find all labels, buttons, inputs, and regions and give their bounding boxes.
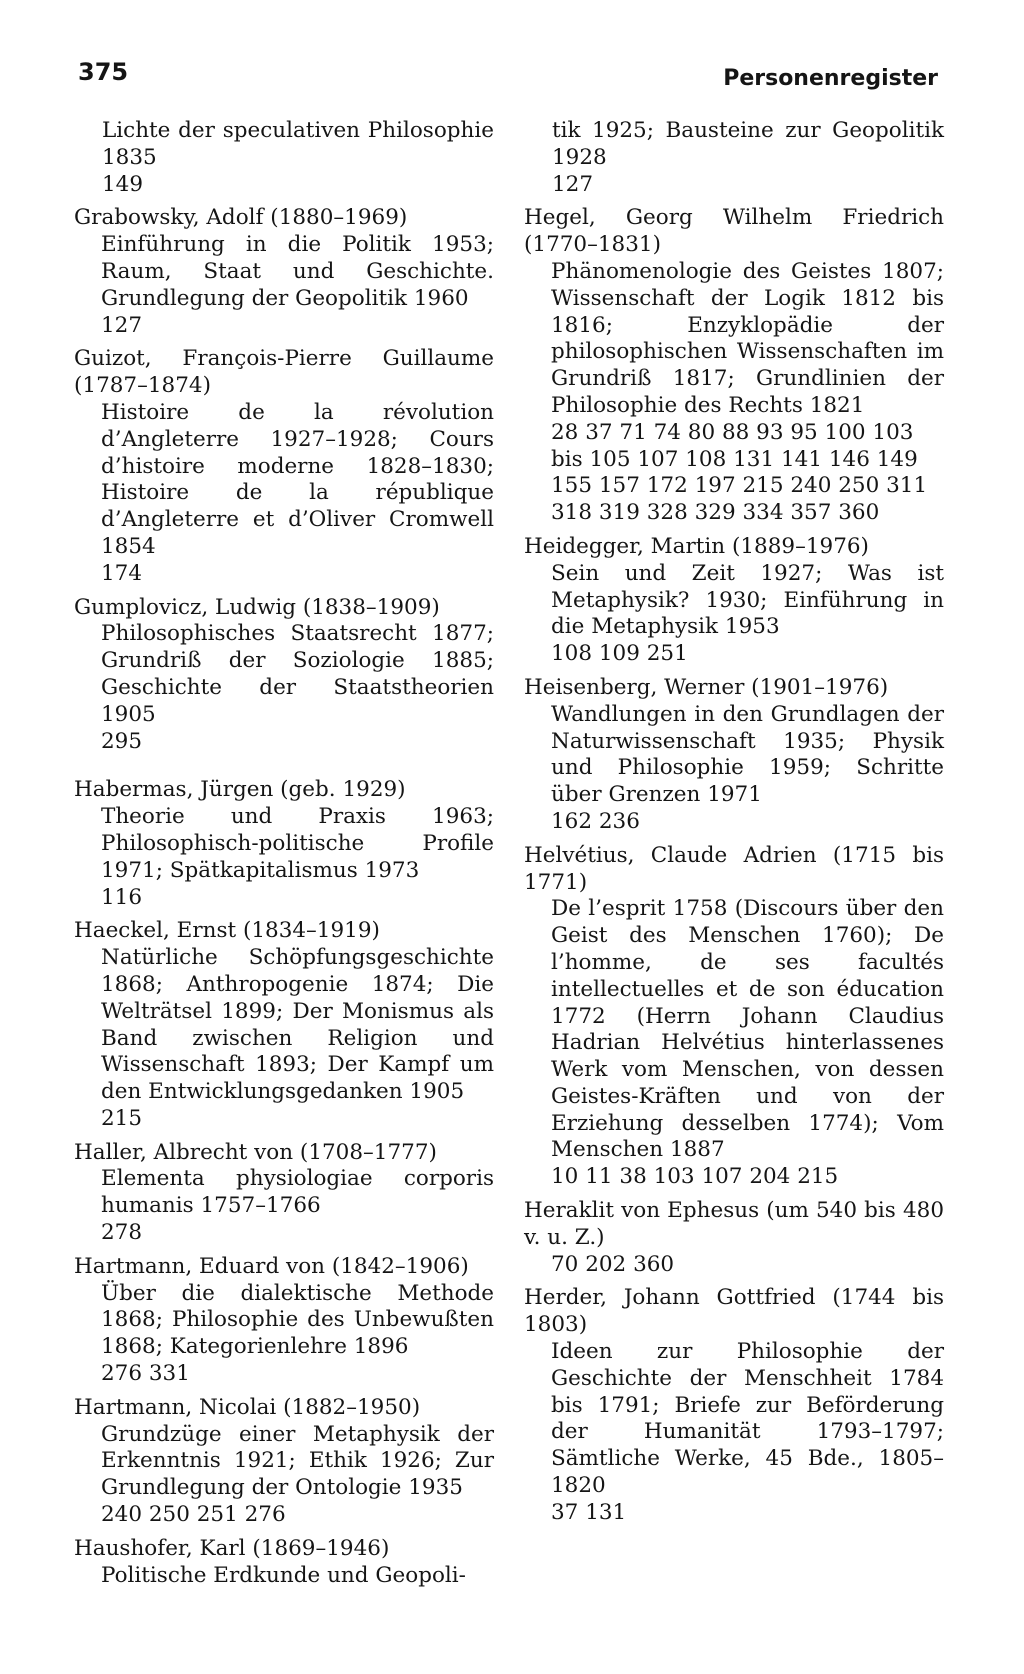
- entry-works: tik 1925; Bausteine zur Geopolitik 1928: [552, 118, 944, 170]
- entry-pages: 127: [101, 312, 143, 338]
- entry-name: Helvétius, Claude Adrien (1715 bis 1771): [524, 842, 944, 895]
- entry-name: Heisenberg, Werner (1901–1976): [524, 674, 889, 700]
- entry-name: Grabowsky, Adolf (1880–1969): [74, 205, 408, 231]
- entry-works: Über die dialektische Methode 1868; Philosophie des Unbewußten 1868; Kategorienlehre 1896: [101, 1280, 494, 1360]
- entry-name: Hegel, Georg Wilhelm Friedrich (1770–1831): [524, 205, 944, 258]
- index-entry: [524, 534, 944, 668]
- index-entry: [524, 675, 944, 836]
- index-entry: [74, 777, 494, 911]
- entry-name: Heraklit von Ephesus (um 540 bis 480 v. u. Z.): [524, 1198, 944, 1250]
- entry-pages: 174: [101, 560, 143, 586]
- page-number: 375: [78, 58, 129, 86]
- index-entry: [524, 1285, 944, 1526]
- running-header: Personenregister: [723, 66, 938, 91]
- entry-pages: 28 37 71 74 80 88 93 95 100 103 bis 105 107 108 131 141 146 149 155 157 172 197 215 240 250 311 318 319 328 329 334 357 360: [551, 419, 928, 526]
- index-entry: [524, 843, 944, 1191]
- entry-name: Haushofer, Karl (1869–1946): [74, 1535, 390, 1561]
- entry-pages: 127: [552, 171, 594, 197]
- entry-name: Guizot, François-Pierre Guillaume (1787–1874): [74, 346, 494, 399]
- entry-pages: 215: [101, 1105, 143, 1131]
- entry-pages: 276 331: [101, 1361, 190, 1387]
- entry-name: Haeckel, Ernst (1834–1919): [74, 918, 380, 944]
- right-column: [524, 118, 944, 1534]
- entry-works: Grundzüge einer Metaphysik der Erkenntnis 1921; Ethik 1926; Zur Grundlegung der Ontologie 1935: [101, 1421, 494, 1501]
- entry-works: Sein und Zeit 1927; Was ist Metaphysik? 1930; Einführung in die Metaphysik 1953: [551, 560, 944, 640]
- entry-pages: 10 11 38 103 107 204 215: [551, 1164, 839, 1190]
- index-entry: [524, 205, 944, 527]
- index-entry: [524, 1198, 944, 1278]
- index-entry: [74, 205, 494, 339]
- index-entry: [74, 346, 494, 587]
- index-entry: [74, 595, 494, 756]
- entry-pages: 37 131: [551, 1499, 627, 1525]
- index-entry: [74, 1254, 494, 1388]
- entry-name: Heidegger, Martin (1889–1976): [524, 533, 869, 559]
- entry-works: Einführung in die Politik 1953; Raum, Staat und Geschichte. Grundlegung der Geopolitik 1960: [101, 232, 494, 311]
- entry-pages: 108 109 251: [551, 641, 688, 667]
- index-entry-continued: [74, 118, 494, 198]
- entry-pages: 240 250 251 276: [101, 1502, 286, 1528]
- entry-works: Philosophisches Staatsrecht 1877; Grundriß der Soziologie 1885; Geschichte der Staatstheorien 1905: [101, 621, 494, 727]
- entry-name: Gumplovicz, Ludwig (1838–1909): [74, 594, 440, 620]
- entry-works: Phänomenologie des Geistes 1807; Wissenschaft der Logik 1812 bis 1816; Enzyklopädie der philosophischen Wissenschaften im Grundriß 1817; Grundlinien der Philosophie des Rechts 1821: [551, 258, 944, 418]
- entry-name: Hartmann, Nicolai (1882–1950): [74, 1394, 421, 1420]
- index-entry: [74, 1395, 494, 1529]
- entry-works: Wandlungen in den Grundlagen der Naturwissenschaft 1935; Physik und Philosophie 1959; Schritte über Grenzen 1971: [551, 701, 944, 808]
- index-entry: [74, 1536, 494, 1590]
- index-entry: [74, 918, 494, 1132]
- entry-name: Hartmann, Eduard von (1842–1906): [74, 1253, 469, 1279]
- entry-pages: 278: [101, 1220, 143, 1246]
- entry-works: Politische Erdkunde und Geopoli-: [101, 1562, 466, 1588]
- entry-pages: 149: [102, 171, 144, 197]
- index-entry-continued: [524, 118, 944, 198]
- left-column: [74, 118, 494, 1596]
- entry-works: Theorie und Praxis 1963; Philosophisch-politische Profile 1971; Spätkapitalismus 1973: [101, 804, 494, 883]
- entry-works: Elementa physiologiae corporis humanis 1757–1766: [101, 1166, 494, 1219]
- index-entry: [74, 1140, 494, 1247]
- entry-pages: 116: [101, 884, 143, 910]
- entry-works: Lichte der speculativen Philosophie 1835: [102, 118, 494, 170]
- entry-works: Natürliche Schöpfungsgeschichte 1868; Anthropogenie 1874; Die Welträtsel 1899; Der Monismus als Band zwischen Religion und Wissenschaft 1893; Der Kampf um den Entwicklungsgedanken 1905: [101, 945, 494, 1105]
- entry-name: Haller, Albrecht von (1708–1777): [74, 1139, 437, 1165]
- entry-works: De l’esprit 1758 (Discours über den Geist des Menschen 1760); De l’homme, de ses facultés intellectuelles et de son éducation 1772 (Herrn Johann Claudius Hadrian Helvétius hinterlassenes Werk vom Menschen, von dessen Geistes-Kräften und von der Erziehung desselben 1774); Vom Menschen 1887: [551, 896, 944, 1163]
- entry-works: Ideen zur Philosophie der Geschichte der Menschheit 1784 bis 1791; Briefe zur Beförderung der Humanität 1793–1797; Sämtliche Werke, 45 Bde., 1805–1820: [551, 1339, 944, 1499]
- entry-pages: 295: [101, 728, 143, 754]
- entry-pages: 162 236: [551, 808, 640, 834]
- entry-name: Herder, Johann Gottfried (1744 bis 1803): [524, 1285, 944, 1338]
- entry-name: Habermas, Jürgen (geb. 1929): [74, 777, 406, 803]
- entry-pages: 70 202 360: [551, 1251, 675, 1277]
- entry-works: Histoire de la révolution d’Angleterre 1927–1928; Cours d’histoire moderne 1828–1830; Histoire de la république d’Angleterre et d’Oliver Cromwell 1854: [101, 399, 494, 559]
